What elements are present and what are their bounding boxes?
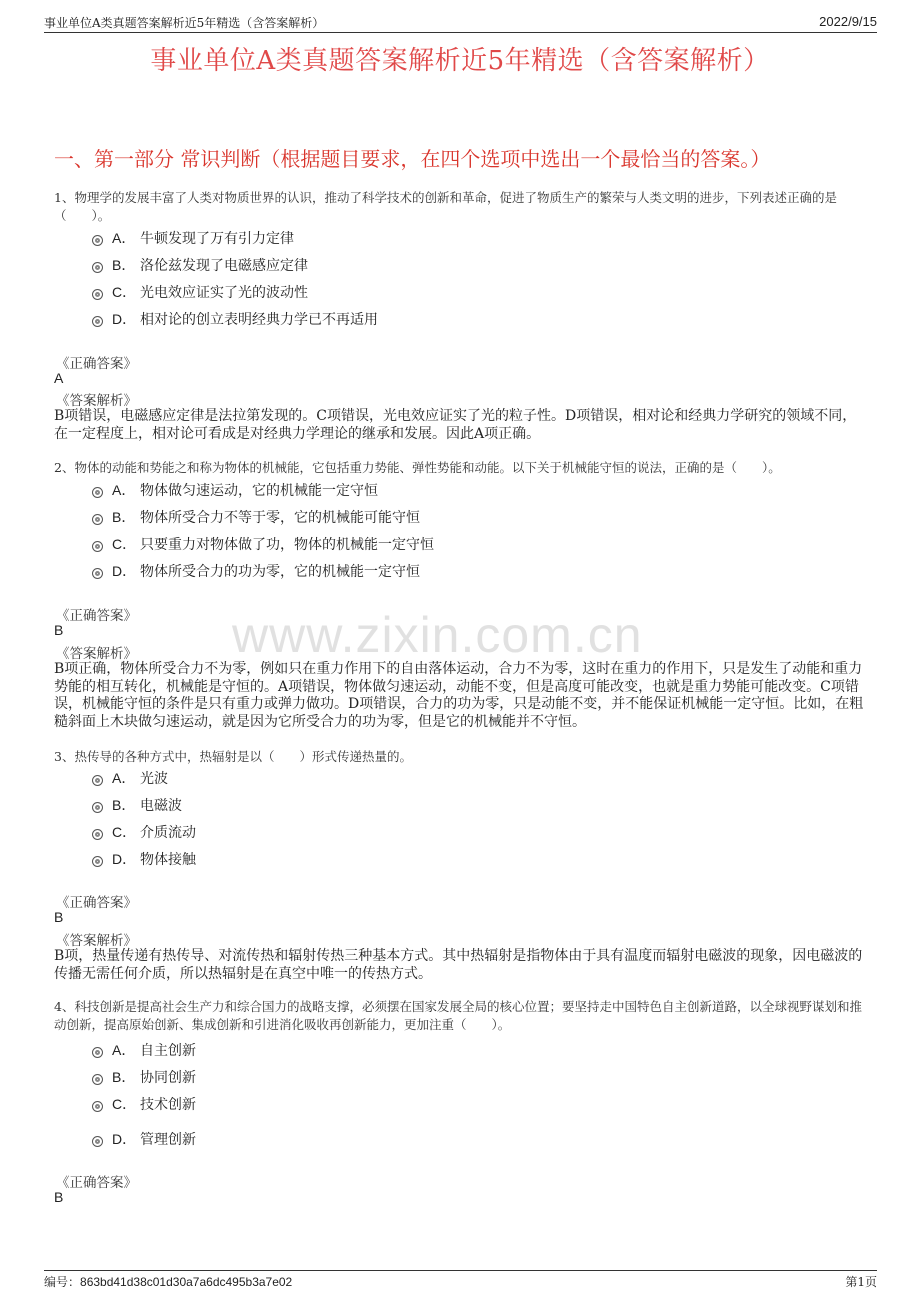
question-1-option-a[interactable]: A． 牛顿发现了万有引力定律	[92, 228, 294, 248]
radio-icon[interactable]	[92, 829, 103, 840]
question-3-answer: B	[54, 909, 64, 925]
question-4-option-b[interactable]: B． 协同创新	[92, 1067, 196, 1087]
correct-answer-label: 《正确答案》	[56, 1175, 137, 1191]
question-2-analysis: B项正确，物体所受合力不为零，例如只在重力作用下的自由落体运动，合力不为零，这时在重力的作用下，只是发生了动能和重力势能的相互转化，机械能是守恒的。A项错误，物体做匀速运动，动能不变，但是高度可能改变，也就是重力势能可能改变。C项错误，机械能守恒的条件是只有重力或弹力做功。D项错误，合力的功为零，只是动能不变，并不能保证机械能一定守恒。比如，在粗糙斜面上木块做匀速运动，就是因为它所受合力的功为零，但是它的机械能并不守恒。	[54, 661, 864, 730]
radio-icon[interactable]	[92, 856, 103, 867]
question-3-option-a[interactable]: A． 光波	[92, 768, 168, 788]
section-title: 一、第一部分 常识判断（根据题目要求，在四个选项中选出一个最恰当的答案。）	[54, 147, 771, 171]
question-2-option-b[interactable]: B． 物体所受合力不等于零，它的机械能可能守恒	[92, 507, 420, 527]
question-2-stem: 2、物体的动能和势能之和称为物体的机械能，它包括重力势能、弹性势能和动能。以下关于机械能守恒的说法，正确的是（ ）。	[54, 460, 781, 475]
radio-icon[interactable]	[92, 1136, 103, 1147]
page-footer	[44, 1270, 877, 1289]
analysis-label: 《答案解析》	[56, 646, 137, 662]
document-title: 事业单位A类真题答案解析近5年精选（含答案解析）	[150, 46, 770, 76]
radio-icon[interactable]	[92, 802, 103, 813]
radio-icon[interactable]	[92, 289, 103, 300]
watermark: www.zixin.com.cn	[232, 607, 643, 663]
correct-answer-label: 《正确答案》	[56, 895, 137, 911]
radio-icon[interactable]	[92, 1101, 103, 1112]
document-code: 编号：863bd41d38c01d30a7a6dc495b3a7e02	[44, 1275, 293, 1289]
analysis-label: 《答案解析》	[56, 393, 137, 409]
page-number: 第1页	[845, 1275, 877, 1289]
question-4-option-d[interactable]: D． 管理创新	[92, 1129, 196, 1149]
radio-icon[interactable]	[92, 1047, 103, 1058]
question-4-option-c[interactable]: C． 技术创新	[92, 1094, 196, 1114]
question-1-option-d[interactable]: D． 相对论的创立表明经典力学已不再适用	[92, 309, 378, 329]
question-4-answer: B	[54, 1189, 64, 1205]
radio-icon[interactable]	[92, 541, 103, 552]
question-3-option-d[interactable]: D． 物体接触	[92, 849, 196, 869]
radio-icon[interactable]	[92, 775, 103, 786]
question-4-option-a[interactable]: A． 自主创新	[92, 1040, 196, 1060]
radio-icon[interactable]	[92, 262, 103, 273]
radio-icon[interactable]	[92, 514, 103, 525]
question-2-answer: B	[54, 622, 64, 638]
question-3-option-c[interactable]: C． 介质流动	[92, 822, 196, 842]
question-2-option-d[interactable]: D． 物体所受合力的功为零，它的机械能一定守恒	[92, 561, 420, 581]
header-doc-title: 事业单位A类真题答案解析近5年精选（含答案解析）	[44, 16, 325, 30]
question-2-option-c[interactable]: C． 只要重力对物体做了功，物体的机械能一定守恒	[92, 534, 434, 554]
question-1-analysis: B项错误，电磁感应定律是法拉第发现的。C项错误，光电效应证实了光的粒子性。D项错误，相对论和经典力学研究的领域不同，在一定程度上，相对论可看成是对经典力学理论的继承和发展。因此A项正确。	[54, 408, 857, 442]
analysis-label: 《答案解析》	[56, 933, 137, 949]
correct-answer-label: 《正确答案》	[56, 356, 137, 372]
radio-icon[interactable]	[92, 1074, 103, 1085]
question-2-option-a[interactable]: A． 物体做匀速运动，它的机械能一定守恒	[92, 480, 378, 500]
question-3-stem: 3、热传导的各种方式中，热辐射是以（ ）形式传递热量的。	[54, 749, 412, 764]
page-header	[44, 12, 877, 33]
question-3-analysis: B项，热量传递有热传导、对流传热和辐射传热三种基本方式。其中热辐射是指物体由于具有温度而辐射电磁波的现象，因电磁波的传播无需任何介质，所以热辐射是在真空中唯一的传热方式。	[54, 948, 863, 982]
question-1-option-b[interactable]: B． 洛伦兹发现了电磁感应定律	[92, 255, 308, 275]
question-1-stem: 1、物理学的发展丰富了人类对物质世界的认识，推动了科学技术的创新和革命，促进了物质生产的繁荣与人类文明的进步，下列表述正确的是（ ）。	[54, 190, 837, 223]
question-3-option-b[interactable]: B． 电磁波	[92, 795, 182, 815]
correct-answer-label: 《正确答案》	[56, 608, 137, 624]
radio-icon[interactable]	[92, 568, 103, 579]
header-date: 2022/9/15	[819, 14, 877, 29]
question-1-option-c[interactable]: C． 光电效应证实了光的波动性	[92, 282, 308, 302]
question-1-answer: A	[54, 370, 64, 386]
radio-icon[interactable]	[92, 235, 103, 246]
radio-icon[interactable]	[92, 487, 103, 498]
question-4-stem: 4、科技创新是提高社会生产力和综合国力的战略支撑，必须摆在国家发展全局的核心位置；要坚持走中国特色自主创新道路，以全球视野谋划和推动创新，提高原始创新、集成创新和引进消化吸收再创新能力，更加注重（ ）。	[54, 999, 862, 1032]
radio-icon[interactable]	[92, 316, 103, 327]
